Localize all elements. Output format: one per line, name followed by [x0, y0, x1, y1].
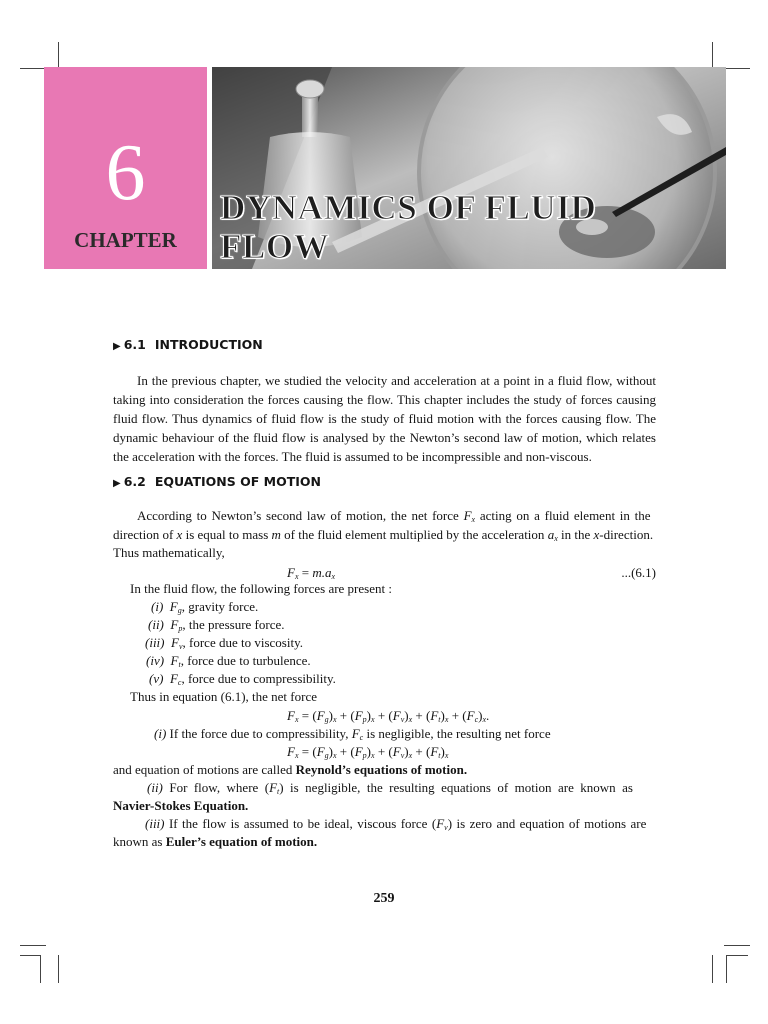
roman-numeral: (iii) — [145, 635, 165, 650]
chapter-title-line: FLOW — [220, 227, 330, 266]
euler-line — [113, 833, 317, 850]
section-number: 6.1 — [123, 337, 146, 352]
section-title: INTRODUCTION — [154, 337, 263, 352]
chapter-number-box — [44, 67, 207, 269]
text: of the fluid element multiplied by the acceleration — [284, 527, 545, 542]
equation-number: ...(6.1) — [621, 565, 656, 580]
motion-line-1: According to Newton’s second law of motion, the net force $F_x$ acting on a fluid element in the — [137, 508, 651, 524]
force-item: (i) $F_g$, gravity force. — [151, 599, 259, 615]
crop-mark — [20, 955, 40, 956]
text: is negligible, the resulting equations of motion are known as — [290, 780, 633, 795]
thus-line: Thus mathematically, — [113, 545, 225, 560]
roman-numeral: (ii) — [148, 617, 164, 632]
forces-intro: In the fluid flow, the following forces are present : — [130, 581, 392, 596]
text: is negligible, the resulting net force — [366, 726, 551, 741]
case-3-line: (iii) If the flow is assumed to be ideal, viscous force $(F_v)$ is zero and equation of motions are — [145, 816, 647, 832]
case-2-line: (ii) For flow, where $(F_t)$ is negligible, the resulting equations of motion are known as — [147, 780, 633, 796]
section-title: EQUATIONS OF MOTION — [154, 474, 321, 489]
force-text: , the pressure force. — [182, 617, 285, 632]
text: direction of — [113, 527, 174, 542]
triangle-icon: ▶ — [113, 341, 121, 352]
roman-numeral: (i) — [151, 599, 164, 614]
force-item: (ii) $F_p$, the pressure force. — [148, 617, 285, 633]
triangle-icon: ▶ — [113, 478, 121, 489]
motion-line-2: direction of x is equal to mass m of the fluid element multiplied by the acceleration $a_x$ in the x-direction. — [113, 527, 654, 543]
force-text: , gravity force. — [181, 599, 259, 614]
section-heading — [113, 474, 321, 489]
force-text: , force due to turbulence. — [180, 653, 311, 668]
case-1-line: (i) If the force due to compressibility, $F_c$ is negligible, the resulting net force — [154, 726, 551, 742]
chapter-number: 6 — [105, 129, 146, 217]
chapter-title-line: DYNAMICS OF FLUID — [220, 188, 597, 227]
text: is zero and equation of motions are — [456, 816, 647, 831]
roman-numeral: (v) — [149, 671, 164, 686]
text: -direction. — [599, 527, 654, 542]
roman-numeral: (ii) — [147, 780, 163, 795]
crop-mark — [40, 955, 41, 983]
text: For flow, where — [169, 780, 259, 795]
roman-numeral: (i) — [154, 726, 167, 741]
page-number: 259 — [373, 891, 395, 906]
term-reynold: Reynold’s equations of motion. — [295, 762, 468, 777]
subscript: p — [178, 624, 183, 633]
net-force-equation: $F_x = (F_g)_x + (F_p)_x + (F_v)_x + (F_t)_x + (F_c)_x$. — [287, 708, 490, 724]
force-text: , force due to viscosity. — [182, 635, 303, 650]
text: If the force due to compressibility, — [169, 726, 349, 741]
subscript: v — [178, 642, 183, 651]
section-heading — [113, 337, 263, 352]
text: If the flow is assumed to be ideal, viscous force — [168, 816, 428, 831]
subscript: t — [178, 660, 181, 669]
intro-paragraph: In the previous chapter, we studied the velocity and acceleration at a point in a fluid flow, without taking into consideration the forces causing the flow. This chapter includes the study of forces causing fluid flow. Thus dynamics of fluid flow is the study of fluid motion with the forces causing flow. The dynamic behaviour of the fluid flow is analysed by the Newton’s second law of motion, which relates the acceleration with the forces. The fluid is assumed to be incompressible and non-viscous. — [113, 373, 656, 464]
subscript: c — [177, 678, 182, 687]
net-force-intro: Thus in equation (6.1), the net force — [130, 689, 317, 704]
chapter-banner — [44, 67, 726, 269]
reynold-line — [113, 761, 467, 778]
text: and equation of motions are called — [113, 762, 293, 777]
crop-mark — [20, 945, 46, 946]
term-navier-stokes: Navier-Stokes Equation. — [113, 798, 249, 813]
roman-numeral: (iv) — [146, 653, 165, 668]
text: known as — [113, 834, 163, 849]
force-item: (iii) $F_v$, force due to viscosity. — [145, 635, 303, 651]
text: According to Newton’s second law of motion, the net force — [137, 508, 459, 523]
force-item: (v) $F_c$, force due to compressibility. — [149, 671, 336, 687]
crop-mark — [726, 955, 727, 983]
term-euler: Euler’s equation of motion. — [165, 834, 318, 849]
text: in the — [561, 527, 591, 542]
section-number: 6.2 — [123, 474, 146, 489]
crop-mark — [726, 955, 748, 956]
equation-6-1: $F_x = m.a_x$ — [287, 565, 336, 581]
crop-mark — [712, 955, 713, 983]
text: acting on a fluid element in the — [479, 508, 651, 523]
force-text: , force due to compressibility. — [181, 671, 336, 686]
text: is equal to mass — [185, 527, 269, 542]
reynold-equation: $F_x = (F_g)_x + (F_p)_x + (F_v)_x + (F_t)_x$ — [287, 744, 449, 760]
chapter-label: CHAPTER — [74, 228, 177, 252]
crop-mark — [58, 955, 59, 983]
chapter-title — [220, 188, 596, 266]
force-item: (iv) $F_t$, force due to turbulence. — [146, 653, 311, 669]
roman-numeral: (iii) — [145, 816, 165, 831]
crop-mark — [724, 945, 750, 946]
subscript: g — [177, 606, 182, 615]
